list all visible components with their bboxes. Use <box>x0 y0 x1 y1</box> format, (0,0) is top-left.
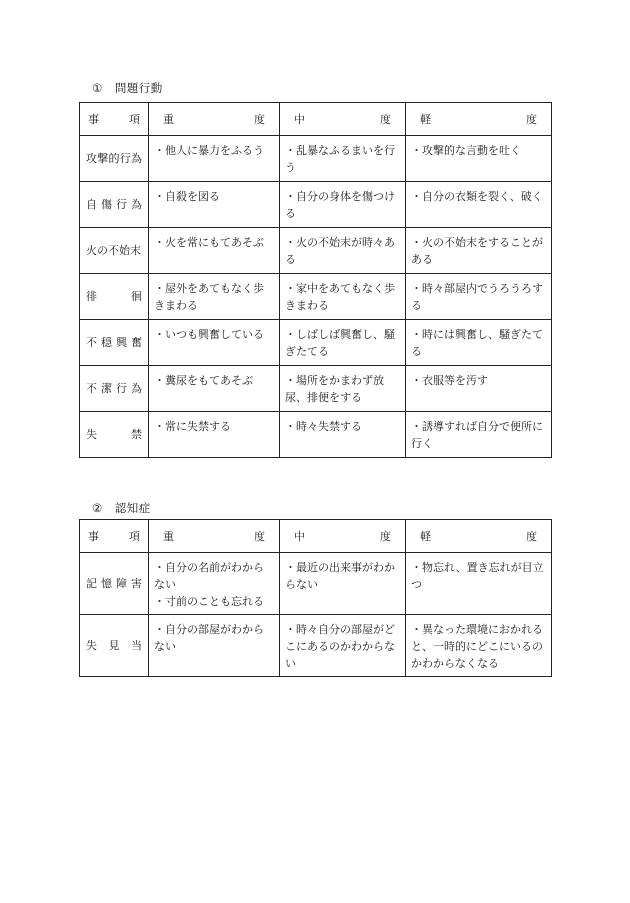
header-mild: 軽 度 <box>406 103 552 136</box>
table-row <box>80 615 552 677</box>
table-row <box>80 412 552 458</box>
cell-severe: ・常に失禁する <box>149 412 280 458</box>
table-row <box>80 228 552 274</box>
cell-moderate: ・最近の出来事がわからない <box>280 553 406 615</box>
row-item: 記憶障害 <box>80 553 149 615</box>
row-item: 失禁 <box>80 412 149 458</box>
row-item: 徘徊 <box>80 274 149 320</box>
cell-severe: ・他人に暴力をふるう <box>149 136 280 182</box>
table-row <box>80 553 552 615</box>
cell-severe <box>149 553 280 615</box>
cell-mild: ・誘導すれば自分で便所に行く <box>406 412 552 458</box>
table-row <box>80 366 552 412</box>
header-moderate: 中 度 <box>280 520 406 553</box>
table-row <box>80 320 552 366</box>
cell-mild: ・時には興奮し、騒ぎたてる <box>406 320 552 366</box>
cell-mild: ・異なった環境におかれると、一時的にどこにいるのかわからなくなる <box>406 615 552 677</box>
cell-severe: ・いつも興奮している <box>149 320 280 366</box>
header-item: 事 項 <box>80 520 149 553</box>
problem-behavior-table <box>79 102 552 458</box>
cell-moderate: ・火の不始末が時々ある <box>280 228 406 274</box>
cell-moderate: ・家中をあてもなく歩きまわる <box>280 274 406 320</box>
section-label: 問題行動 <box>114 81 163 95</box>
row-item: 不穏興奮 <box>80 320 149 366</box>
dementia-table <box>79 519 552 677</box>
cell-moderate: ・乱暴なふるまいを行う <box>280 136 406 182</box>
cell-moderate: ・時々失禁する <box>280 412 406 458</box>
section-number: ② <box>92 501 103 515</box>
row-item: 火の不始末 <box>80 228 149 274</box>
cell-mild: ・攻撃的な言動を吐く <box>406 136 552 182</box>
header-severe: 重 度 <box>149 520 280 553</box>
table-row <box>80 182 552 228</box>
section-title-dementia <box>92 500 151 516</box>
table-header-row <box>80 103 552 136</box>
cell-mild: ・物忘れ、置き忘れが目立つ <box>406 553 552 615</box>
cell-mild: ・火の不始末をすることがある <box>406 228 552 274</box>
header-item: 事 項 <box>80 103 149 136</box>
cell-severe: ・自殺を図る <box>149 182 280 228</box>
cell-severe: ・火を常にもてあそぶ <box>149 228 280 274</box>
row-item: 失見当 <box>80 615 149 677</box>
section-number: ① <box>92 81 103 95</box>
row-item: 不潔行為 <box>80 366 149 412</box>
header-severe: 重 度 <box>149 103 280 136</box>
cell-severe: ・糞尿をもてあそぶ <box>149 366 280 412</box>
table-header-row <box>80 520 552 553</box>
section-label: 認知症 <box>114 501 151 515</box>
cell-moderate: ・時々自分の部屋がどこにあるのかわからない <box>280 615 406 677</box>
header-mild: 軽 度 <box>406 520 552 553</box>
cell-severe-line: ・自分の名前がわからない <box>154 561 264 591</box>
cell-severe-line: ・寸前のことも忘れる <box>154 595 264 608</box>
cell-mild: ・衣服等を汚す <box>406 366 552 412</box>
row-item: 自傷行為 <box>80 182 149 228</box>
cell-moderate: ・しばしば興奮し、騒ぎたてる <box>280 320 406 366</box>
row-item: 攻撃的行為 <box>80 136 149 182</box>
cell-severe: ・自分の部屋がわからない <box>149 615 280 677</box>
cell-moderate: ・自分の身体を傷つける <box>280 182 406 228</box>
cell-mild: ・自分の衣類を裂く、破く <box>406 182 552 228</box>
header-moderate: 中 度 <box>280 103 406 136</box>
table-row <box>80 136 552 182</box>
cell-moderate: ・場所をかまわず放尿、排便をする <box>280 366 406 412</box>
cell-mild: ・時々部屋内でうろうろする <box>406 274 552 320</box>
section-title-problem-behavior <box>92 80 163 96</box>
cell-severe: ・屋外をあてもなく歩きまわる <box>149 274 280 320</box>
table-row <box>80 274 552 320</box>
